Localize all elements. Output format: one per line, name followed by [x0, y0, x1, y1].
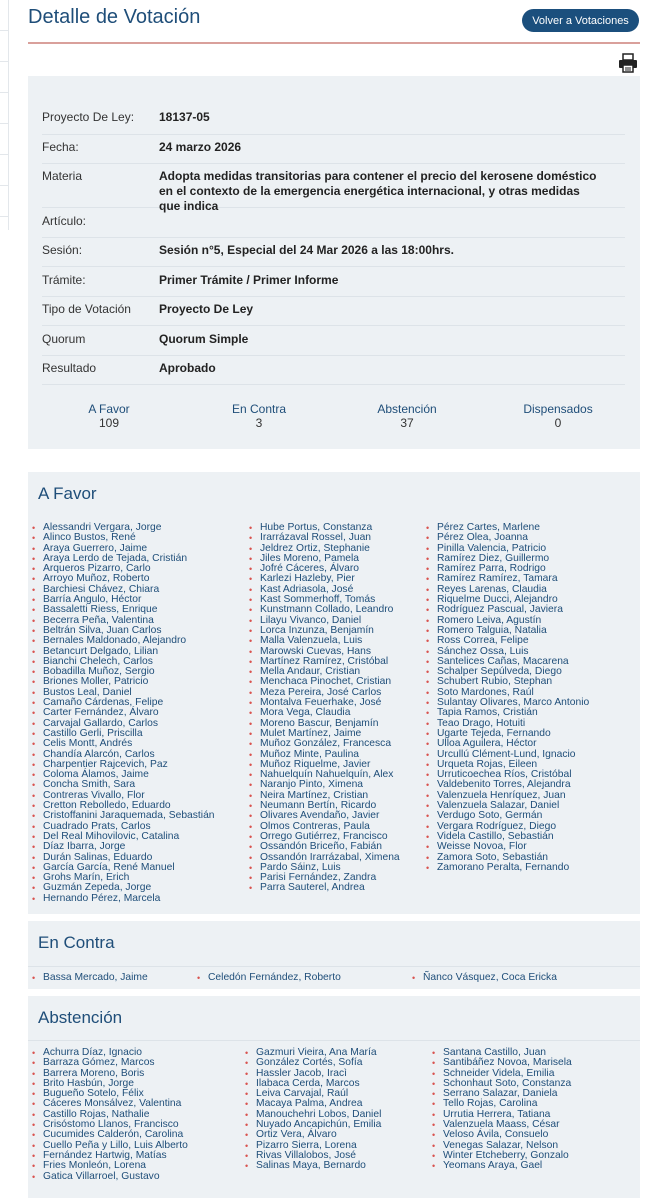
deputy-name: • Díaz Ibarra, Jorge — [32, 842, 215, 852]
deputy-name: • Veloso Ávila, Consuelo — [432, 1130, 572, 1140]
detail-value: 24 marzo 2026 — [159, 140, 242, 154]
deputy-name: • Schneider Videla, Emilia — [432, 1069, 572, 1079]
stat-value: 37 — [400, 416, 414, 430]
deputy-name: • Celis Montt, Andrés — [32, 739, 215, 749]
abstencion-column-1 — [32, 1048, 188, 1182]
deputy-name: • Mulet Martínez, Jaime — [249, 729, 400, 739]
en-contra-column-2 — [197, 973, 341, 983]
stat-label: A Favor — [88, 402, 130, 416]
detail-label: Quorum — [42, 332, 86, 346]
deputy-name: • Mella Andaur, Cristian — [249, 667, 400, 677]
section-title: Abstención — [38, 1008, 123, 1027]
deputy-name: • Martínez Ramírez, Cristóbal — [249, 657, 400, 667]
deputy-name: • Bobadilla Muñoz, Sergio — [32, 667, 215, 677]
deputy-name: • Fries Monleón, Lorena — [32, 1161, 188, 1171]
stat-label: En Contra — [231, 402, 287, 416]
deputy-name: • Urrutia Herrera, Tatiana — [432, 1110, 572, 1120]
deputy-name: • Araya Lerdo de Tejada, Cristián — [32, 554, 215, 564]
vote-detail-panel — [28, 76, 640, 449]
deputy-name: • Barraza Gómez, Marcos — [32, 1058, 188, 1068]
abstencion-column-2 — [245, 1048, 381, 1172]
deputy-name: • Ramírez Parra, Rodrigo — [426, 564, 589, 574]
detail-row-resultado — [42, 361, 625, 385]
deputy-name: • Leiva Carvajal, Raúl — [245, 1089, 381, 1099]
deputy-name: • Pérez Olea, Joanna — [426, 533, 589, 543]
stat-label: Abstención — [377, 402, 437, 416]
deputy-name: • Venegas Salazar, Nelson — [432, 1141, 572, 1151]
deputy-name: • Muñoz González, Francesca — [249, 739, 400, 749]
deputy-name: • Marowski Cuevas, Hans — [249, 647, 400, 657]
deputy-name: • Schubert Rubio, Stephan — [426, 677, 589, 687]
deputy-name: • Salinas Maya, Bernardo — [245, 1161, 381, 1171]
deputy-name: • Ñanco Vásquez, Coca Ericka — [412, 973, 557, 983]
deputy-name: • Vergara Rodríguez, Diego — [426, 822, 589, 832]
deputy-name: • Parisi Fernández, Zandra — [249, 873, 400, 883]
deputy-name: • Fernández Hartwig, Matías — [32, 1151, 188, 1161]
deputy-name: • Zamorano Peralta, Fernando — [426, 863, 589, 873]
deputy-name: • Rodríguez Pascual, Javiera — [426, 605, 589, 615]
deputy-name: • Olmos Contreras, Paula — [249, 822, 400, 832]
detail-row-proyecto — [42, 110, 625, 135]
deputy-name: • Muñoz Minte, Paulina — [249, 750, 400, 760]
deputy-name: • Cuello Peña y Lillo, Luis Alberto — [32, 1141, 188, 1151]
deputy-name: • Soto Mardones, Raúl — [426, 688, 589, 698]
deputy-name: • Betancurt Delgado, Lilian — [32, 647, 215, 657]
stat-abstencion — [342, 402, 472, 430]
deputy-name: • Jeldrez Ortiz, Stephanie — [249, 544, 400, 554]
detail-row-tipo — [42, 302, 625, 326]
deputy-name: • Barrera Moreno, Boris — [32, 1069, 188, 1079]
deputy-name: • Pardo Sáinz, Luis — [249, 863, 400, 873]
stat-a-favor — [44, 402, 174, 430]
deputy-name: • Pérez Cartes, Marlene — [426, 523, 589, 533]
deputy-name: • Alinco Bustos, René — [32, 533, 215, 543]
deputy-name: • Hube Portus, Constanza — [249, 523, 400, 533]
a-favor-column-1 — [32, 523, 215, 904]
deputy-name: • Nuyado Ancapichún, Emilia — [245, 1120, 381, 1130]
detail-value: Aprobado — [159, 361, 216, 375]
deputy-name: • Teao Drago, Hotuiti — [426, 719, 589, 729]
stat-value: 109 — [98, 416, 120, 430]
deputy-name: • Valenzuela Maass, César — [432, 1120, 572, 1130]
deputy-name: • Cretton Rebolledo, Eduardo — [32, 801, 215, 811]
deputy-name: • Neumann Bertín, Ricardo — [249, 801, 400, 811]
deputy-name: • Kunstmann Collado, Leandro — [249, 605, 400, 615]
deputy-name: • Orrego Gutiérrez, Francisco — [249, 832, 400, 842]
deputy-name: • Cristoffanini Jaraquemada, Sebastián — [32, 811, 215, 821]
section-divider — [28, 1040, 640, 1041]
deputy-name: • Nahuelquín Nahuelquín, Alex — [249, 770, 400, 780]
deputy-name: • Arqueros Pizarro, Carlo — [32, 564, 215, 574]
deputy-name: • Bassaletti Riess, Enrique — [32, 605, 215, 615]
deputy-name: • Montalva Feuerhake, José — [249, 698, 400, 708]
deputy-name: • Muñoz Riquelme, Javier — [249, 760, 400, 770]
deputy-name: • Serrano Salazar, Daniela — [432, 1089, 572, 1099]
deputy-name: • Contreras Vivallo, Flor — [32, 791, 215, 801]
deputy-name: • Mora Vega, Claudia — [249, 708, 400, 718]
deputy-name: • Romero Leiva, Agustín — [426, 616, 589, 626]
deputy-name: • Ugarte Tejeda, Fernando — [426, 729, 589, 739]
deputy-name: • Lorca Inzunza, Benjamín — [249, 626, 400, 636]
detail-row-articulo — [42, 214, 625, 238]
deputy-name: • Valenzuela Salazar, Daniel — [426, 801, 589, 811]
deputy-name: • Ramírez Ramírez, Tamara — [426, 574, 589, 584]
deputy-name: • Karlezi Hazleby, Pier — [249, 574, 400, 584]
deputy-name: • Valenzuela Henríquez, Juan — [426, 791, 589, 801]
deputy-name: • Moreno Bascur, Benjamín — [249, 719, 400, 729]
deputy-name: • Schalper Sepúlveda, Diego — [426, 667, 589, 677]
deputy-name: • Camaño Cárdenas, Felipe — [32, 698, 215, 708]
deputy-name: • Sulantay Olivares, Marco Antonio — [426, 698, 589, 708]
deputy-name: • González Cortés, Sofía — [245, 1058, 381, 1068]
deputy-name: • Charpentier Rajcevich, Paz — [32, 760, 215, 770]
section-divider — [28, 966, 640, 967]
deputy-name: • Cáceres Monsálvez, Valentina — [32, 1099, 188, 1109]
deputy-name: • Gatica Villarroel, Gustavo — [32, 1172, 188, 1182]
deputy-name: • Achurra Díaz, Ignacio — [32, 1048, 188, 1058]
en-contra-column-3 — [412, 973, 557, 983]
deputy-name: • Parra Sauterel, Andrea — [249, 883, 400, 893]
deputy-name: • Bustos Leal, Daniel — [32, 688, 215, 698]
stat-dispensados — [493, 402, 623, 430]
stat-value: 0 — [554, 416, 562, 430]
detail-value: Primer Trámite / Primer Informe — [159, 273, 339, 287]
deputy-name: • Castillo Gerli, Priscilla — [32, 729, 215, 739]
deputy-name: • Barchiesi Chávez, Chiara — [32, 585, 215, 595]
deputy-name: • Arroyo Muñoz, Roberto — [32, 574, 215, 584]
detail-row-quorum — [42, 332, 625, 356]
deputy-name: • Araya Guerrero, Jaime — [32, 544, 215, 554]
a-favor-column-2 — [249, 523, 400, 894]
detail-row-sesion — [42, 243, 625, 267]
stat-value: 3 — [255, 416, 263, 430]
deputy-name: • Bianchi Chelech, Carlos — [32, 657, 215, 667]
deputy-name: • Santelices Cañas, Macarena — [426, 657, 589, 667]
deputy-name: • Reyes Larenas, Claudia — [426, 585, 589, 595]
deputy-name: • Del Real Mihovilovic, Catalina — [32, 832, 215, 842]
section-title: En Contra — [38, 933, 115, 952]
deputy-name: • Valdebenito Torres, Alejandra — [426, 780, 589, 790]
deputy-name: • Brito Hasbún, Jorge — [32, 1079, 188, 1089]
deputy-name: • Ramírez Diez, Guillermo — [426, 554, 589, 564]
deputy-name: • Crisóstomo Llanos, Francisco — [32, 1120, 188, 1130]
deputy-name: • Durán Salinas, Eduardo — [32, 853, 215, 863]
deputy-name: • Ross Correa, Felipe — [426, 636, 589, 646]
deputy-name: • Romero Talguia, Natalia — [426, 626, 589, 636]
deputy-name: • Alessandri Vergara, Jorge — [32, 523, 215, 533]
detail-label: Proyecto De Ley: — [42, 110, 135, 124]
deputy-name: • Guzmán Zepeda, Jorge — [32, 883, 215, 893]
detail-label: Artículo: — [42, 214, 87, 228]
detail-label: Tipo de Votación — [42, 302, 131, 316]
deputy-name: • Schonhaut Soto, Constanza — [432, 1079, 572, 1089]
left-sidebar-stub — [0, 0, 9, 230]
deputy-name: • Castillo Rojas, Nathalie — [32, 1110, 188, 1120]
deputy-name: • Hassler Jacob, Iracì — [245, 1069, 381, 1079]
deputy-name: • Santibáñez Novoa, Marisela — [432, 1058, 572, 1068]
deputy-name: • Carvajal Gallardo, Carlos — [32, 719, 215, 729]
deputy-name: • Ilabaca Cerda, Marcos — [245, 1079, 381, 1089]
deputy-name: • Gazmuri Vieira, Ana María — [245, 1048, 381, 1058]
print-icon[interactable] — [617, 52, 639, 74]
deputy-name: • Becerra Peña, Valentina — [32, 616, 215, 626]
deputy-name: • Winter Etcheberry, Gonzalo — [432, 1151, 572, 1161]
deputy-name: • Urqueta Rojas, Eileen — [426, 760, 589, 770]
deputy-name: • Pizarro Sierra, Lorena — [245, 1141, 381, 1151]
deputy-name: • Neira Martínez, Cristian — [249, 791, 400, 801]
deputy-name: • Hernando Pérez, Marcela — [32, 894, 215, 904]
deputy-name: • Macaya Palma, Andrea — [245, 1099, 381, 1109]
deputy-name: • Jiles Moreno, Pamela — [249, 554, 400, 564]
deputy-name: • Beltrán Silva, Juan Carlos — [32, 626, 215, 636]
detail-value: Quorum Simple — [159, 332, 249, 346]
title-underline — [28, 42, 640, 44]
deputy-name: • Santana Castillo, Juan — [432, 1048, 572, 1058]
deputy-name: • Celedón Fernández, Roberto — [197, 973, 341, 983]
detail-label: Materia — [42, 169, 83, 183]
deputy-name: • García García, René Manuel — [32, 863, 215, 873]
abstencion-column-3 — [432, 1048, 572, 1172]
detail-row-fecha — [42, 140, 625, 164]
page-title: Detalle de Votación — [28, 6, 201, 28]
deputy-name: • Rivas Villalobos, José — [245, 1151, 381, 1161]
detail-row-tramite — [42, 273, 625, 297]
deputy-name: • Kast Sommerhoff, Tomás — [249, 595, 400, 605]
deputy-name: • Bassa Mercado, Jaime — [32, 973, 148, 983]
detail-value: Proyecto De Ley — [159, 302, 254, 316]
detail-label: Fecha: — [42, 140, 79, 154]
detail-value: 18137-05 — [159, 110, 210, 124]
deputy-name: • Olivares Avendaño, Javier — [249, 811, 400, 821]
deputy-name: • Coloma Álamos, Jaime — [32, 770, 215, 780]
deputy-name: • Riquelme Ducci, Alejandro — [426, 595, 589, 605]
deputy-name: • Ulloa Aguilera, Héctor — [426, 739, 589, 749]
detail-label: Sesión: — [42, 243, 83, 257]
deputy-name: • Naranjo Pinto, Ximena — [249, 780, 400, 790]
deputy-name: • Kast Adriasola, José — [249, 585, 400, 595]
deputy-name: • Manouchehri Lobos, Daniel — [245, 1110, 381, 1120]
back-to-votes-button[interactable]: Volver a Votaciones — [522, 9, 639, 32]
deputy-name: • Ossandón Briceño, Fabián — [249, 842, 400, 852]
deputy-name: • Carter Fernández, Álvaro — [32, 708, 215, 718]
deputy-name: • Bugueño Sotelo, Félix — [32, 1089, 188, 1099]
detail-value: Adopta medidas transitorias para contener el precio del kerosene doméstico en el contexto de la emergencia energética internacional, y otras medidas que indica — [159, 169, 597, 213]
deputy-name: • Bernales Maldonado, Alejandro — [32, 636, 215, 646]
deputy-name: • Weisse Novoa, Flor — [426, 842, 589, 852]
stat-en-contra — [194, 402, 324, 430]
deputy-name: • Yeomans Araya, Gael — [432, 1161, 572, 1171]
deputy-name: • Tello Rojas, Carolina — [432, 1099, 572, 1109]
deputy-name: • Chandía Alarcón, Carlos — [32, 750, 215, 760]
section-title: A Favor — [38, 484, 97, 503]
stat-label: Dispensados — [523, 402, 593, 416]
deputy-name: • Videla Castillo, Sebastián — [426, 832, 589, 842]
deputy-name: • Urruticoechea Ríos, Cristóbal — [426, 770, 589, 780]
deputy-name: • Irarrázaval Rossel, Juan — [249, 533, 400, 543]
deputy-name: • Zamora Soto, Sebastián — [426, 853, 589, 863]
deputy-name: • Lilayu Vivanco, Daniel — [249, 616, 400, 626]
detail-row-materia — [42, 169, 625, 213]
deputy-name: • Cuadrado Prats, Carlos — [32, 822, 215, 832]
a-favor-column-3 — [426, 523, 589, 873]
deputy-name: • Meza Pereira, José Carlos — [249, 688, 400, 698]
deputy-name: • Cucumides Calderón, Carolina — [32, 1130, 188, 1140]
deputy-name: • Barría Angulo, Héctor — [32, 595, 215, 605]
deputy-name: • Jofré Cáceres, Álvaro — [249, 564, 400, 574]
deputy-name: • Concha Smith, Sara — [32, 780, 215, 790]
deputy-name: • Tapia Ramos, Cristián — [426, 708, 589, 718]
deputy-name: • Verdugo Soto, Germán — [426, 811, 589, 821]
detail-value: Sesión n°5, Especial del 24 Mar 2026 a las 18:00hrs. — [159, 243, 454, 257]
deputy-name: • Malla Valenzuela, Luis — [249, 636, 400, 646]
deputy-name: • Urcullú Clément-Lund, Ignacio — [426, 750, 589, 760]
deputy-name: • Ortiz Vera, Álvaro — [245, 1130, 381, 1140]
deputy-name: • Ossandón Irarrázabal, Ximena — [249, 853, 400, 863]
deputy-name: • Sánchez Ossa, Luis — [426, 647, 589, 657]
deputy-name: • Pinilla Valencia, Patricio — [426, 544, 589, 554]
deputy-name: • Grohs Marín, Erich — [32, 873, 215, 883]
deputy-name: • Briones Moller, Patricio — [32, 677, 215, 687]
deputy-name: • Menchaca Pinochet, Cristian — [249, 677, 400, 687]
en-contra-column-1 — [32, 973, 148, 983]
detail-label: Trámite: — [42, 273, 86, 287]
detail-label: Resultado — [42, 361, 97, 375]
